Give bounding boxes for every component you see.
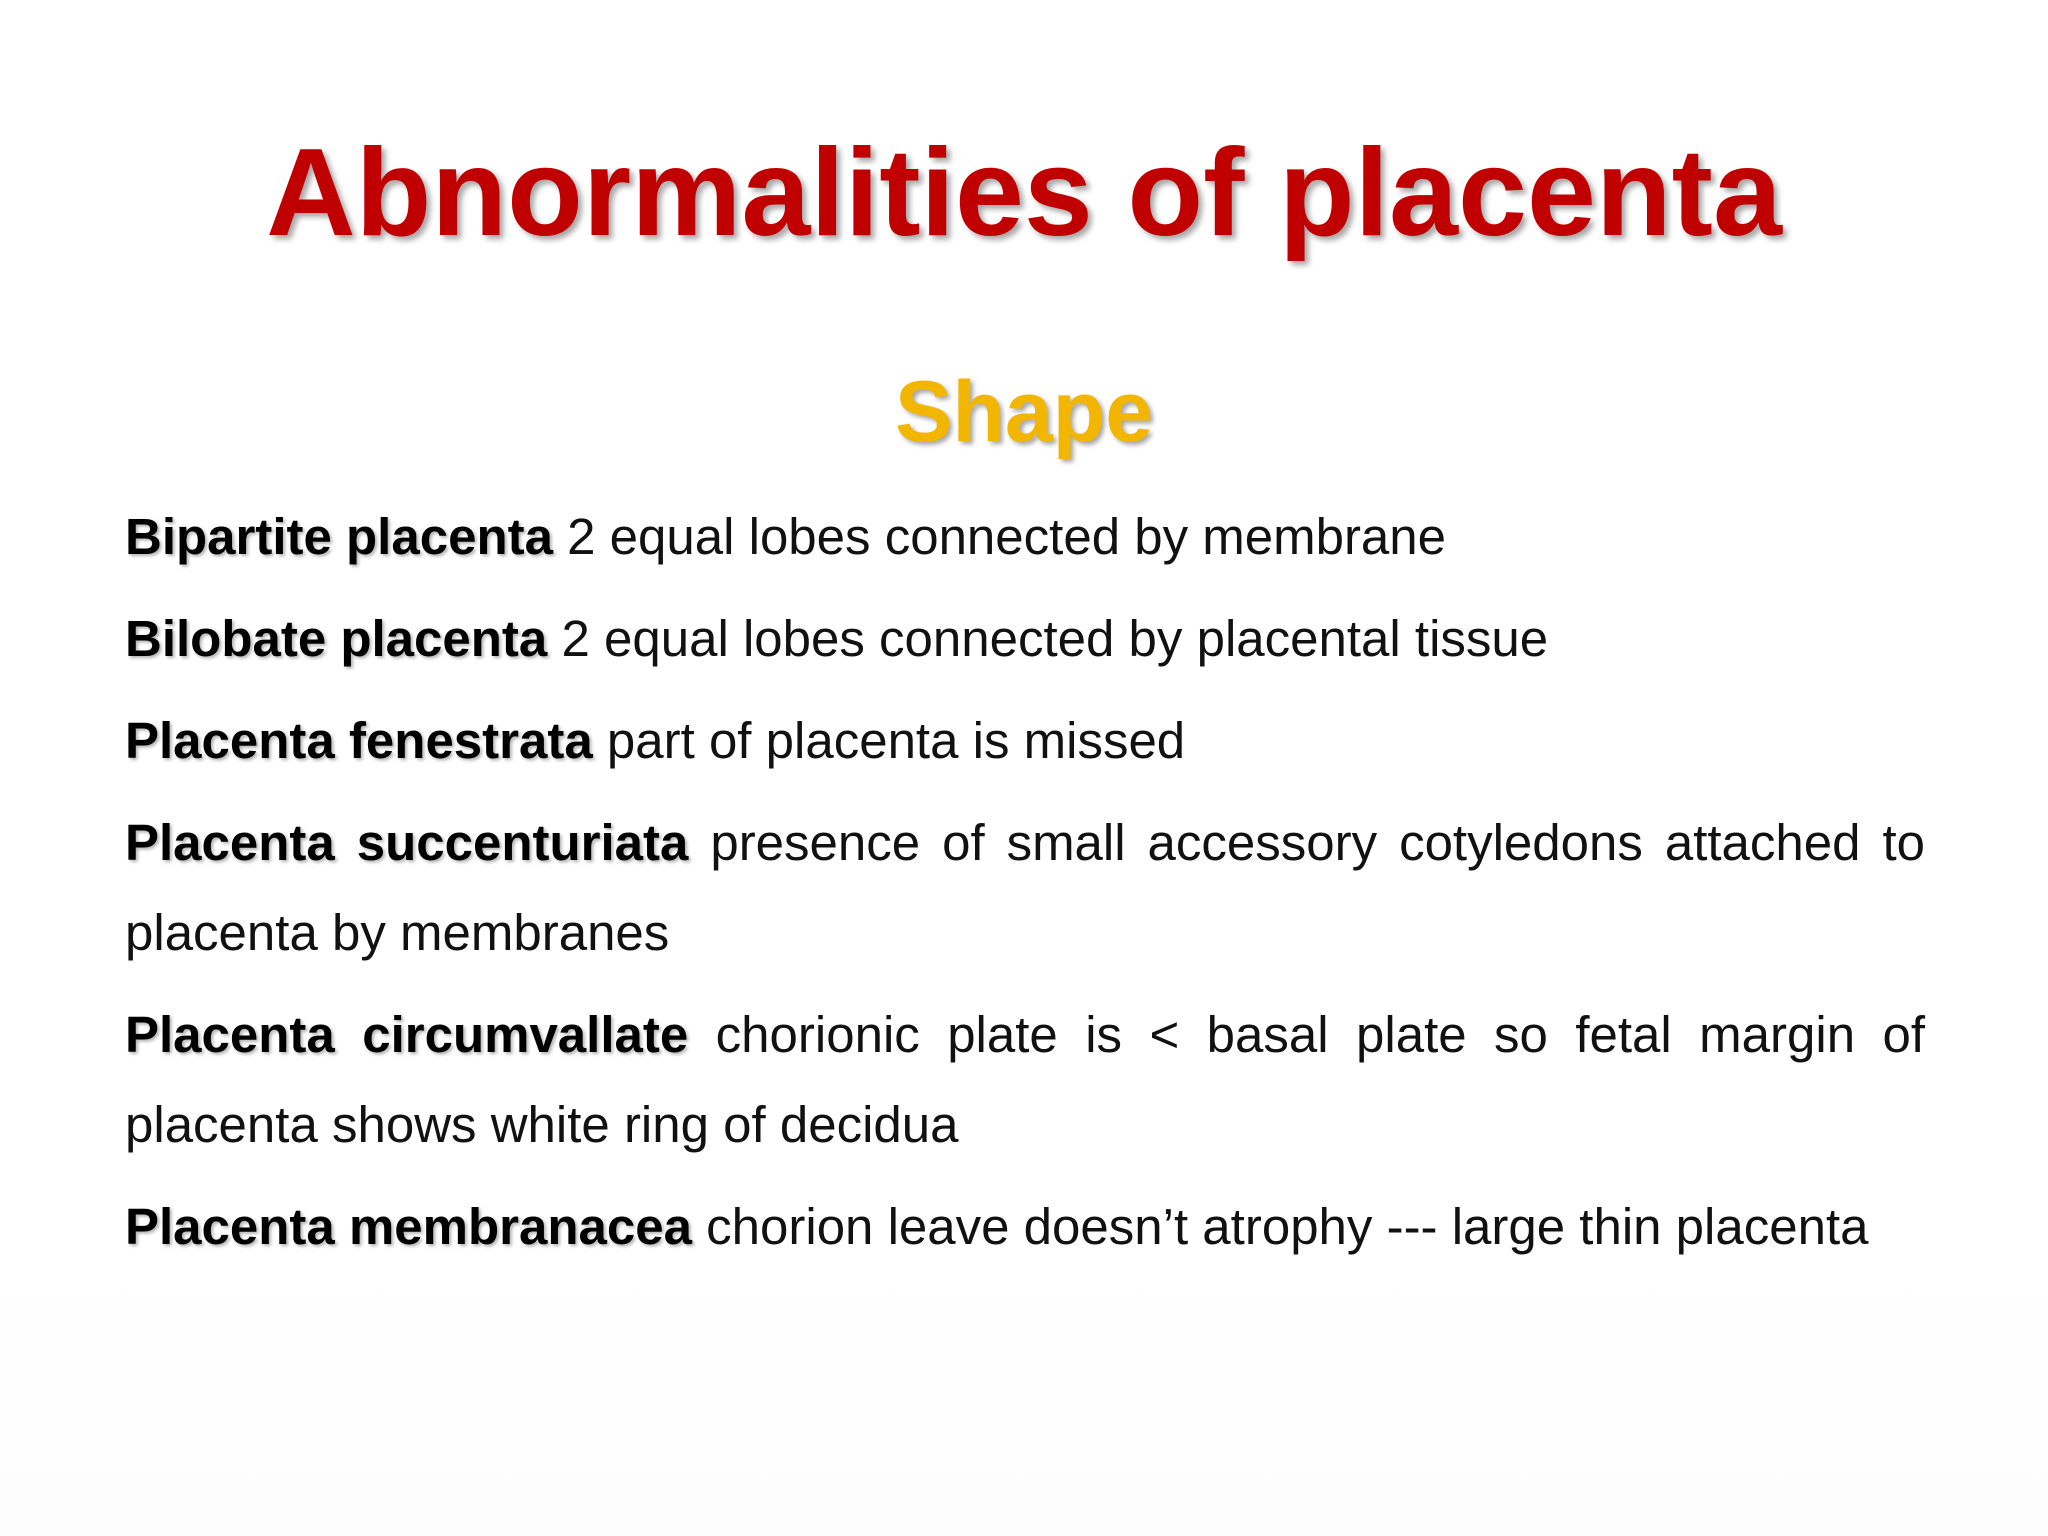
list-item — [125, 1182, 1925, 1272]
item-description: chorionic plate is < basal plate so fetal margin of placenta shows white ring of decidua — [125, 1006, 1926, 1153]
item-term: Placenta fenestrata — [125, 712, 593, 769]
item-description: presence of small accessory cotyledons attached to placenta by membranes — [125, 814, 1925, 961]
item-term: Placenta succenturiata — [125, 814, 689, 871]
list-item — [125, 798, 1925, 978]
item-term: Placenta membranacea — [125, 1198, 692, 1255]
item-term: Bilobate placenta — [125, 610, 548, 667]
item-term: Placenta circumvallate — [125, 1006, 689, 1063]
item-description: 2 equal lobes connected by placental tissue — [561, 610, 1549, 667]
content-list — [125, 492, 1925, 1284]
item-description: chorion leave doesn’t atrophy --- large thin placenta — [706, 1198, 1869, 1255]
slide-title: Abnormalities of placenta — [266, 124, 1782, 262]
list-item — [125, 492, 1925, 582]
list-item — [125, 594, 1925, 684]
slide-subtitle: Shape — [894, 364, 1154, 460]
list-item — [125, 696, 1925, 786]
list-item — [125, 990, 1925, 1170]
item-description: part of placenta is missed — [606, 712, 1186, 769]
item-term: Bipartite placenta — [125, 508, 553, 565]
item-description: 2 equal lobes connected by membrane — [567, 508, 1447, 565]
